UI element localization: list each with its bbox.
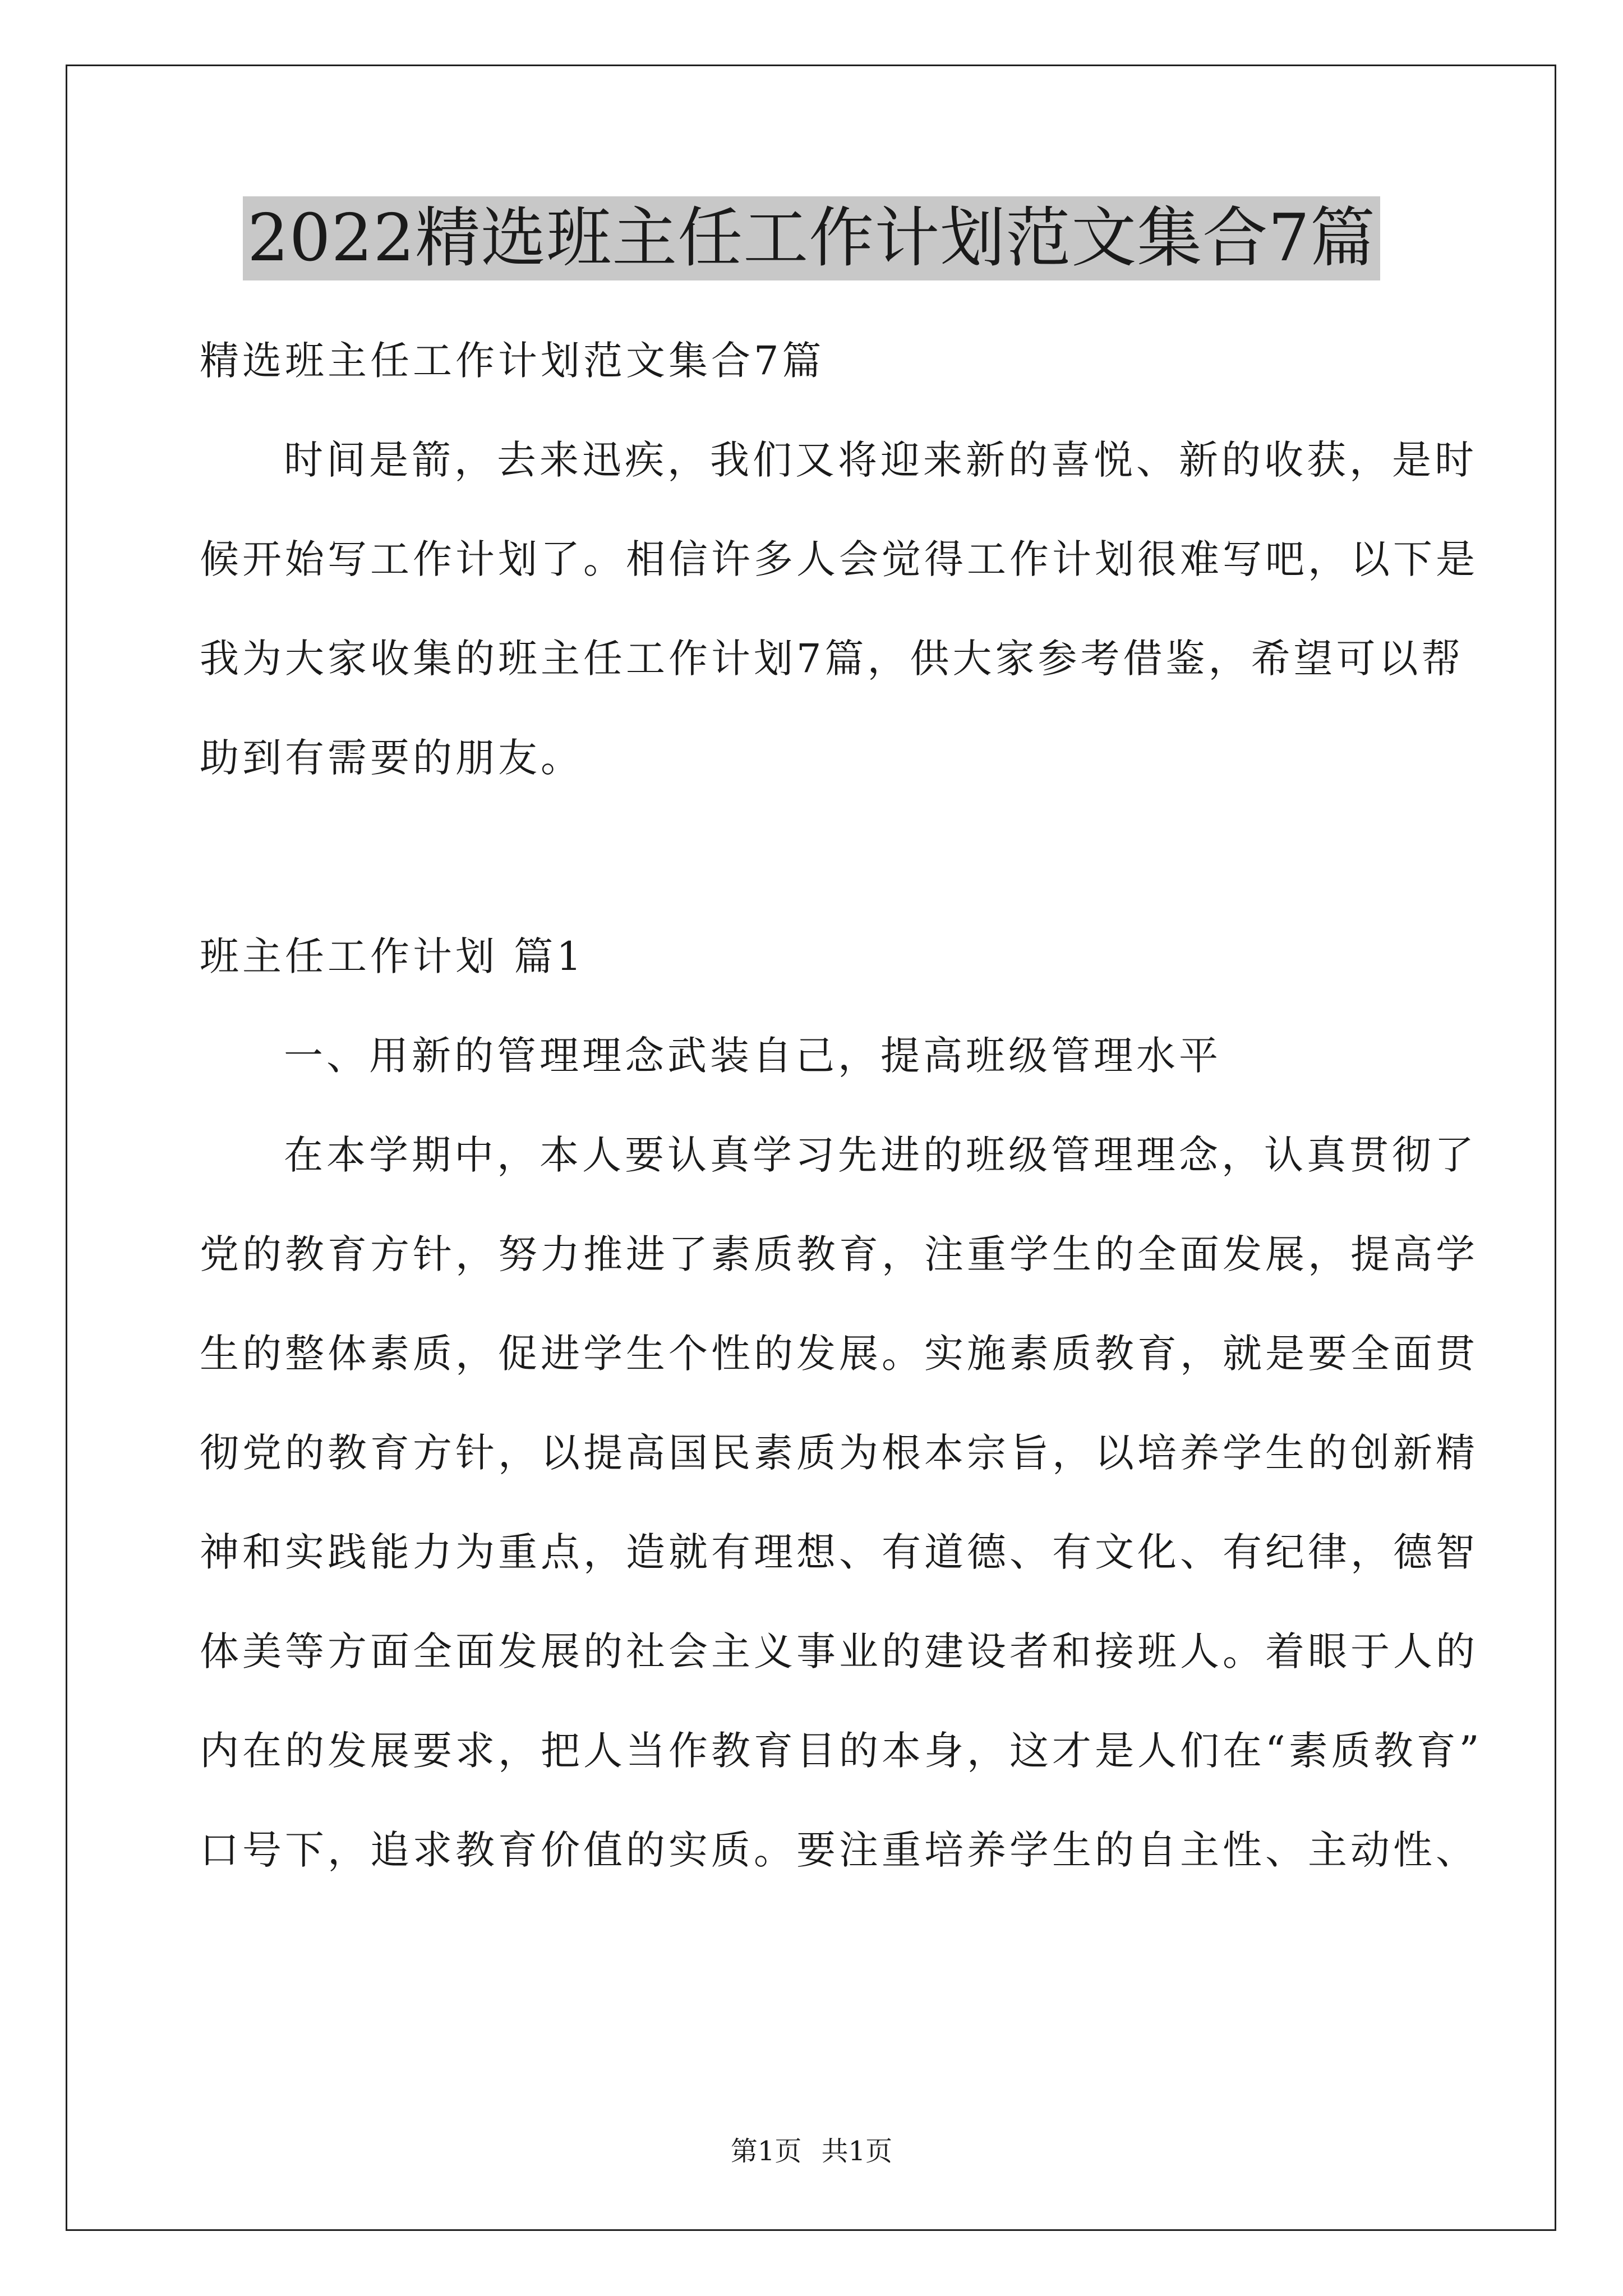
paragraph-gap [200, 808, 1433, 907]
point-heading: 一、用新的管理理念武装自己，提高班级管理水平 [284, 1033, 1221, 1079]
page-number: 第1页 [730, 2136, 802, 2167]
section-heading: 班主任工作计划 篇1 [200, 933, 585, 979]
title-container [0, 196, 1623, 280]
body-line: 口号下，追求教育价值的实质。要注重培养学生的自主性、主动性、 [200, 1827, 1478, 1873]
body-line: 内在的发展要求，把人当作教育目的本身，这才是人们在“素质教育” [200, 1728, 1483, 1774]
body-line: 在本学期中，本人要认真学习先进的班级管理理念，认真贯彻了 [284, 1132, 1477, 1178]
body-line: 彻党的教育方针，以提高国民素质为根本宗旨，以培养学生的创新精 [200, 1430, 1478, 1476]
body-line: 生的整体素质，促进学生个性的发展。实施素质教育，就是要全面贯 [200, 1331, 1478, 1377]
intro-line: 时间是箭，去来迅疾，我们又将迎来新的喜悦、新的收获，是时 [284, 437, 1477, 483]
intro-line: 助到有需要的朋友。 [200, 735, 583, 781]
page-total: 共1页 [821, 2136, 893, 2167]
body-line: 党的教育方针，努力推进了素质教育，注重学生的全面发展，提高学 [200, 1231, 1478, 1277]
document-body [200, 311, 1483, 1900]
document-title: 2022精选班主任工作计划范文集合7篇 [243, 196, 1380, 280]
page-footer [0, 2134, 1623, 2168]
body-line: 神和实践能力为重点，造就有理想、有道德、有文化、有纪律，德智 [200, 1529, 1478, 1575]
intro-line: 我为大家收集的班主任工作计划7篇，供大家参考借鉴，希望可以帮 [200, 636, 1464, 682]
document-subtitle: 精选班主任工作计划范文集合7篇 [200, 338, 825, 384]
body-line: 体美等方面全面发展的社会主义事业的建设者和接班人。着眼于人的 [200, 1628, 1478, 1674]
intro-line: 候开始写工作计划了。相信许多人会觉得工作计划很难写吧，以下是 [200, 536, 1478, 582]
